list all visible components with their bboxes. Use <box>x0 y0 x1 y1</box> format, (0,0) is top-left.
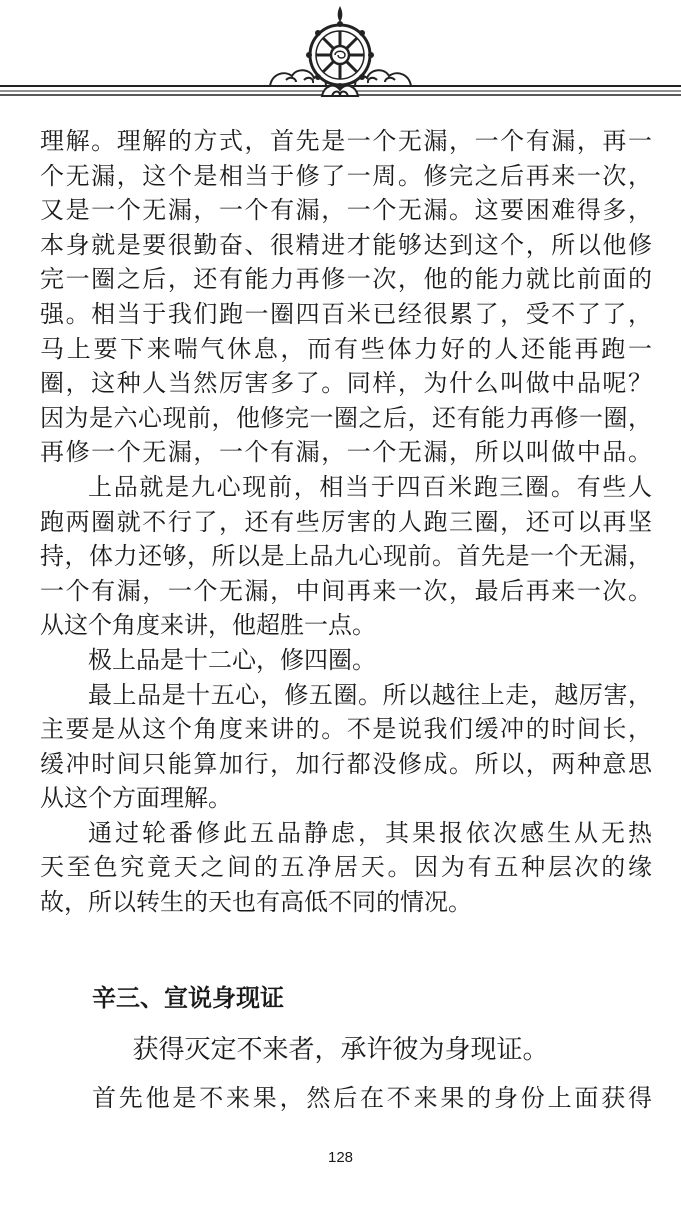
paragraph-1 <box>40 124 652 470</box>
text-line: 跑两圈就不行了，还有些厉害的人跑三圈，还可以再坚 <box>40 507 652 536</box>
paragraph-3 <box>40 643 652 678</box>
text-line: 从这个方面理解。 <box>40 784 232 813</box>
verse-quote: 获得灭定不来者，承许彼为身现证。 <box>132 1035 549 1065</box>
body-text <box>40 124 652 920</box>
text-line: 完一圈之后，还有能力再修一次，他的能力就比前面的 <box>40 265 652 294</box>
text-line: 一个有漏，一个无漏，中间再来一次，最后再来一次。 <box>40 576 652 605</box>
text-line: 故，所以转生的天也有高低不同的情况。 <box>40 888 472 917</box>
page-number: 128 <box>327 1149 354 1166</box>
dharma-wheel-icon <box>306 6 374 89</box>
text-line: 个无漏，这个是相当于修了一周。修完之后再来一次， <box>40 161 652 190</box>
text-line: 圈，这种人当然厉害多了。同样，为什么叫做中品呢？ <box>40 369 652 398</box>
section-heading: 辛三、宣说身现证 <box>92 984 284 1012</box>
text-line: 本身就是要很勤奋、很精进才能够达到这个，所以他修 <box>40 230 652 259</box>
text-line: 最上品是十五心，修五圈。所以越往上走，越厉害， <box>88 680 652 709</box>
text-line: 又是一个无漏，一个有漏，一个无漏。这要困难得多， <box>40 196 652 225</box>
page-header <box>0 0 681 110</box>
header-ornament <box>0 0 681 110</box>
text-line: 主要是从这个角度来讲的。不是说我们缓冲的时间长， <box>40 715 652 744</box>
text-line: 强。相当于我们跑一圈四百米已经很累了，受不了了， <box>40 299 652 328</box>
text-line: 上品就是九心现前，相当于四百米跑三圈。有些人 <box>88 472 652 501</box>
text-line: 持，体力还够，所以是上品九心现前。首先是一个无漏， <box>40 542 652 571</box>
text-line: 缓冲时间只能算加行，加行都没修成。所以，两种意思 <box>40 749 652 778</box>
paragraph-4 <box>40 678 652 816</box>
text-line: 马上要下来喘气休息，而有些体力好的人还能再跑一 <box>40 334 652 363</box>
paragraph-2 <box>40 470 652 643</box>
text-line: 因为是六心现前，他修完一圈之后，还有能力再修一圈， <box>40 403 652 432</box>
text-line: 再修一个无漏，一个有漏，一个无漏，所以叫做中品。 <box>40 438 652 467</box>
text-line: 通过轮番修此五品静虑，其果报依次感生从无热 <box>88 818 652 847</box>
text-line: 理解。理解的方式，首先是一个无漏，一个有漏，再一 <box>40 127 652 155</box>
text-line: 首先他是不来果，然后在不来果的身份上面获得 <box>92 1084 652 1112</box>
paragraph-5 <box>40 816 652 920</box>
text-line: 极上品是十二心，修四圈。 <box>88 645 376 674</box>
text-line: 从这个角度来讲，他超胜一点。 <box>40 611 376 640</box>
text-line: 天至色究竟天之间的五净居天。因为有五种层次的缘 <box>40 853 652 882</box>
